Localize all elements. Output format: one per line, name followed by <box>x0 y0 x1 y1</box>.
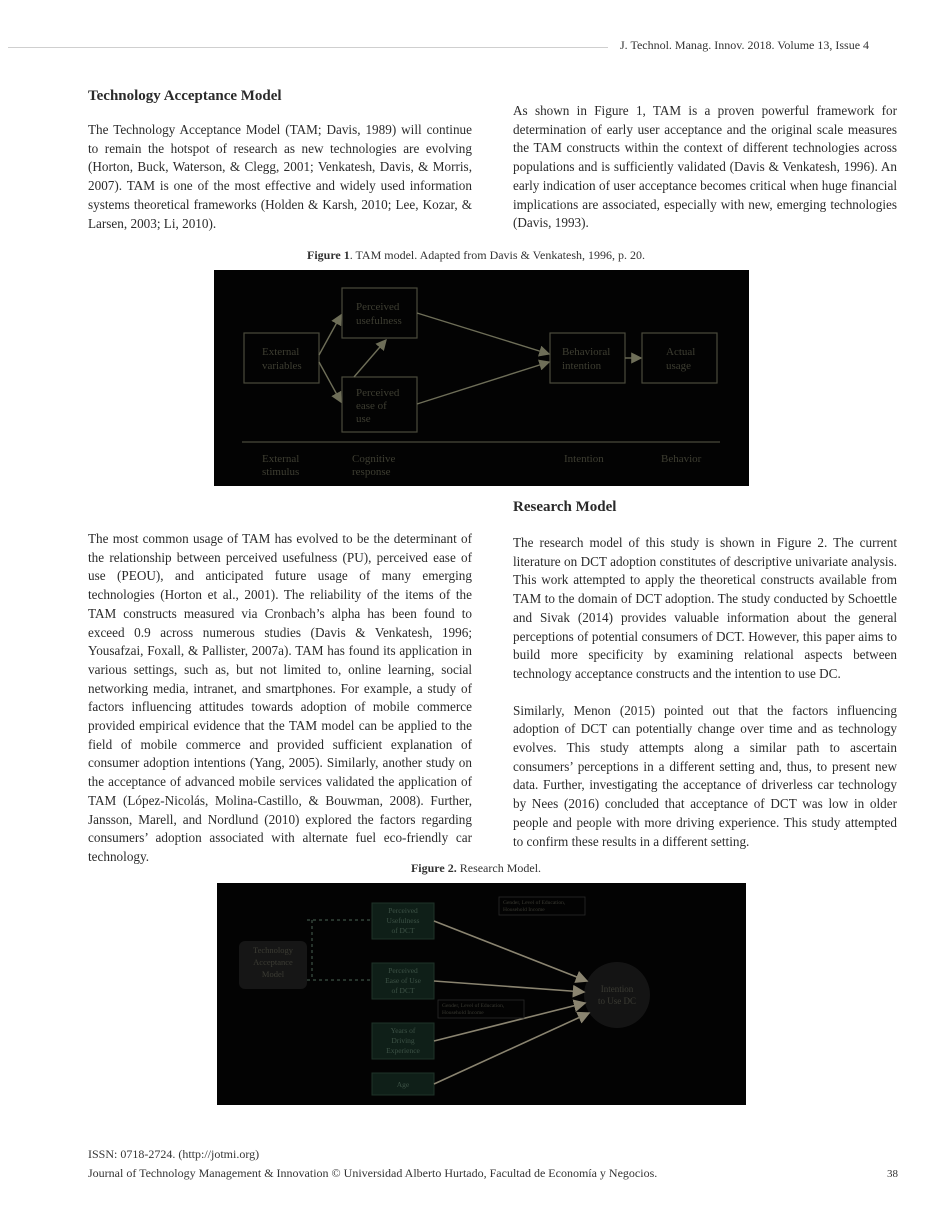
label-bottom-intention: Intention <box>564 453 604 465</box>
pu-label-3: of DCT <box>391 926 415 935</box>
age-label: Age <box>396 1080 410 1089</box>
years-label-3: Experience <box>386 1046 420 1055</box>
figure1-caption-label: Figure 1 <box>306 248 350 262</box>
label-cognitive-1: Cognitive <box>352 453 396 465</box>
arrow-usefulness-to-intention <box>417 313 549 354</box>
peou-label-1: Perceived <box>388 966 418 975</box>
right-column-top <box>513 102 897 233</box>
label-ease-2: ease of <box>356 400 387 412</box>
figure2-caption-label: Figure 2. <box>410 861 457 875</box>
page-number: 38 <box>887 1168 898 1180</box>
arrow-ease-to-intention <box>417 362 549 404</box>
label-usage-2: usage <box>666 360 692 372</box>
label-usage-1: Actual <box>666 346 696 358</box>
label-usefulness-2: usefulness <box>356 315 402 327</box>
label-intention-1: Behavioral <box>562 346 611 358</box>
figure1-caption-text: . TAM model. Adapted from Davis & Venkatesh, 1996, p. 20. <box>349 248 645 262</box>
figure2-caption <box>0 861 952 876</box>
figure1-caption <box>0 248 952 263</box>
paragraph-menon: Similarly, Menon (2015) pointed out that the factors influencing adoption of DCT can potentially change over time and as technology evolves. This study attempts along a similar path to ascertain consumers’ perceptions in a different setting and, thus, to present new data. Further, investigating the acceptance of driverless car technology by Nees (2016) concluded that acceptance of DCT was low in older people and people with more driving experience. This study attempted to confirm these results in a different setting. <box>513 702 897 849</box>
running-header: J. Technol. Manag. Innov. 2018. Volume 13, Issue 4 <box>620 38 870 52</box>
intention-label-1: Intention <box>600 984 634 994</box>
figure2-research-model <box>217 883 746 1105</box>
paragraph-figure1-discussion: As shown in Figure 1, TAM is a proven powerful framework for determination of early user acceptance and the original scale measures the TAM constructs within the context of different technologies across populations and is sufficiently validated (Davis & Venkatesh, 1996). An early indication of user acceptance becomes critical when huge financial implications are associated, especially with new, emerging technologies (Davis, 1993). <box>513 103 897 231</box>
pu-label-2: Usefulness <box>386 916 420 925</box>
years-label-1: Years of <box>390 1026 416 1035</box>
heading-research-model: Research Model <box>513 499 617 515</box>
arrow-external-to-usefulness <box>319 315 341 355</box>
figure2-caption-text: Research Model. <box>456 861 542 875</box>
control-2-line-1: Gender, Level of Education, <box>442 1003 505 1009</box>
left-column-top <box>88 121 472 233</box>
tam-label-3: Model <box>261 969 285 979</box>
years-label-2: Driving <box>391 1036 415 1045</box>
label-cognitive-2: response <box>352 466 391 478</box>
tam-label-2: Acceptance <box>253 957 293 967</box>
box-behavioral-intention <box>550 333 625 383</box>
footer-issn: ISSN: 0718-2724. (http://jotmi.org) <box>88 1147 260 1161</box>
arrow-peou-to-intention <box>434 981 584 992</box>
left-column-bottom <box>88 530 472 867</box>
control-1-line-1: Gender, Level of Education, <box>503 900 566 906</box>
header-rule <box>8 47 608 48</box>
intention-label-2: to Use DC <box>598 996 636 1006</box>
node-intention <box>584 962 650 1028</box>
label-ease-3: use <box>356 413 371 425</box>
label-external-2: variables <box>262 360 302 372</box>
box-external-variables <box>244 333 319 383</box>
control-2-line-2: Household Income <box>442 1010 484 1016</box>
label-usefulness-1: Perceived <box>356 301 400 313</box>
peou-label-2: Ease of Use <box>385 976 421 985</box>
peou-label-3: of DCT <box>391 986 415 995</box>
tam-label-1: Technology <box>252 945 294 955</box>
paragraph-tam-usage: The most common usage of TAM has evolved to be the determinant of the relationship between perceived usefulness (PU), perceived ease of use (PEOU), and anticipated future usage of many emerging technologies (Horton et al., 2001). The reliability of the items of the TAM constructs measured via Cronbach’s alpha has been found to exceed 0.9 across numerous studies (Davis & Venkatesh, 1996; Yousafzai, Foxall, & Pallister, 2007a). TAM has found its application in various settings, such as, but not limited to, online learning, social networking media, intranet, and smartphones. For example, a study of factors influencing attitudes towards adoption of mobile commerce provided empirical evidence that the TAM model can be applied to the field of mobile commerce and provided sufficient explanation of consumer adoption intentions (Yang, 2005). Similarly, another study on the acceptance of advanced mobile services validated the application of TAM (López-Nicolás, Molina-Castillo, & Bouwman, 2008). Further, Jansson, Marell, and Nordlund (2010) explored the factors regarding consumers’ adoption associated with alternate fuel eco-friendly car technology. <box>88 531 472 864</box>
arrow-ease-to-usefulness <box>354 340 386 377</box>
label-external-1: External <box>262 346 300 358</box>
pu-label-1: Perceived <box>388 906 418 915</box>
box-perceived-usefulness <box>342 288 417 338</box>
box-actual-usage <box>642 333 717 383</box>
label-ease-1: Perceived <box>356 387 400 399</box>
label-stimulus-2: stimulus <box>262 466 300 478</box>
heading-tam: Technology Acceptance Model <box>88 88 282 104</box>
label-intention-2: intention <box>562 360 602 372</box>
arrow-age-to-intention <box>434 1013 589 1084</box>
label-bottom-behavior: Behavior <box>661 453 702 465</box>
figure1-tam-diagram <box>214 270 749 486</box>
paragraph-tam: The Technology Acceptance Model (TAM; Davis, 1989) will continue to remain the hotspot of research as new technologies are evolving (Horton, Buck, Waterson, & Clegg, 2001; Venkatesh, Davis, & Morris, 2007). TAM is one of the most effective and widely used information systems theoretical frameworks (Holden & Karsh, 2010; Lee, Kozar, & Larsen, 2003; Li, 2010). <box>88 122 472 231</box>
paragraph-research-model: The research model of this study is shown in Figure 2. The current literature on DCT adoption constitutes of descriptive univariate analysis. This work attempted to apply the theoretical constructs available from TAM to the domain of DCT adoption. The study conducted by Schoettle and Sivak (2014) provides valuable information about the general perceptions of potential consumers of DCT. However, this paper aims to build more specificity by examining relational aspects between technology acceptance constructs and the intention to use DC. <box>513 535 897 681</box>
arrow-external-to-ease <box>319 362 341 402</box>
arrow-pu-to-intention <box>434 921 587 981</box>
control-1-line-2: Household Income <box>503 907 545 913</box>
label-stimulus-1: External <box>262 453 300 465</box>
right-column-bottom <box>513 534 897 851</box>
footer-journal: Journal of Technology Management & Innovation © Universidad Alberto Hurtado, Facultad de Economía y Negocios. <box>88 1166 658 1180</box>
